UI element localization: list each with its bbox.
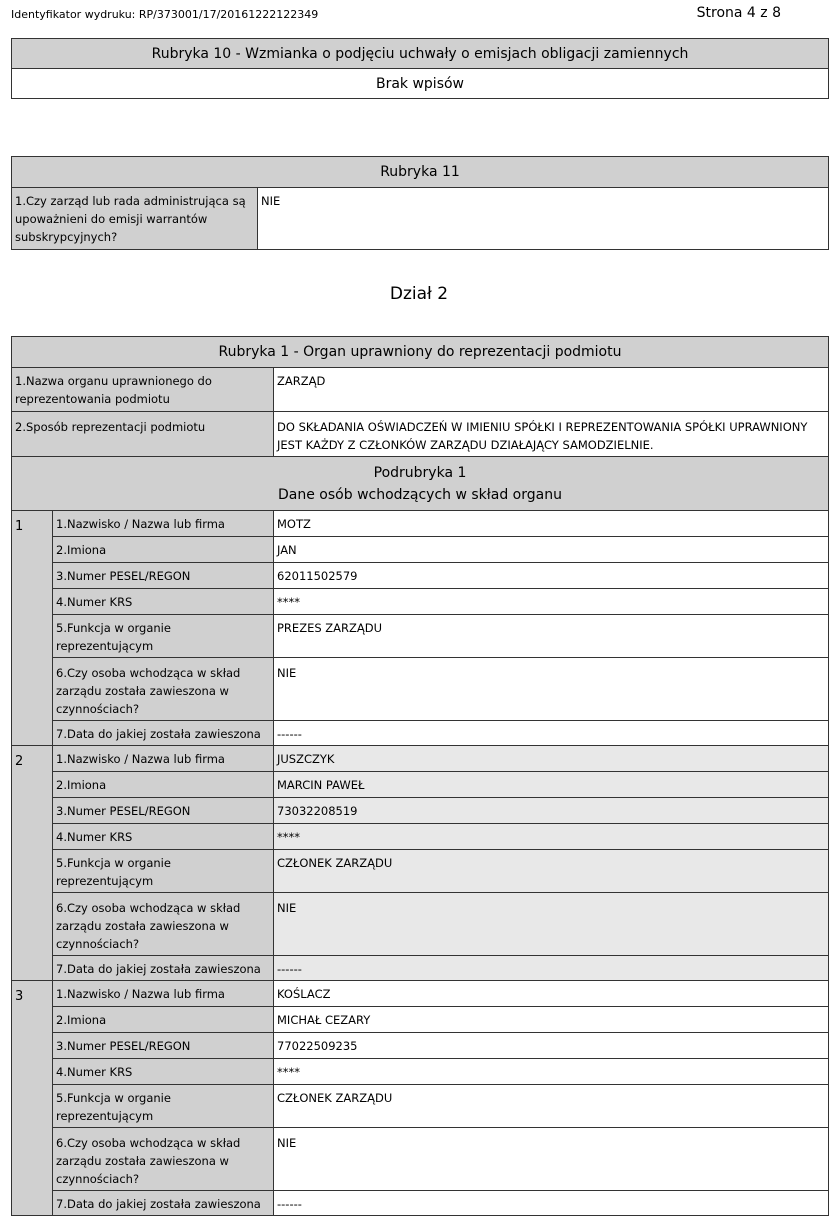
rubryka11-value: NIE	[258, 188, 829, 250]
person-field-label: 2.Imiona	[53, 1007, 274, 1033]
person-field-label: 4.Numer KRS	[53, 824, 274, 850]
person-field-label: 7.Data do jakiej została zawieszona	[53, 956, 274, 981]
rubryka11-table	[11, 156, 829, 250]
rubryka11-label: 1.Czy zarząd lub rada administrująca są upoważnieni do emisji warrantów subskrypcyjnych?	[12, 188, 258, 250]
person-field-value: MICHAŁ CEZARY	[274, 1007, 829, 1033]
person-field-value: JAN	[274, 537, 829, 563]
person-field-label: 2.Imiona	[53, 772, 274, 798]
person-field-row	[12, 746, 829, 772]
person-field-row	[12, 615, 829, 658]
person-field-value: 73032208519	[274, 798, 829, 824]
person-field-value: ****	[274, 1059, 829, 1085]
person-field-value: ****	[274, 824, 829, 850]
representation-label: 2.Sposób reprezentacji podmiotu	[12, 412, 274, 457]
person-field-row	[12, 511, 829, 537]
person-field-label: 1.Nazwisko / Nazwa lub firma	[53, 746, 274, 772]
person-field-row	[12, 772, 829, 798]
subrubryka-title	[12, 457, 829, 511]
person-field-row	[12, 1059, 829, 1085]
print-identifier: Identyfikator wydruku: RP/373001/17/20161222122349	[11, 8, 319, 21]
person-field-label: 6.Czy osoba wchodząca w skład zarządu została zawieszona w czynnościach?	[53, 893, 274, 956]
organ-name-value: ZARZĄD	[274, 368, 829, 412]
person-field-row	[12, 1191, 829, 1216]
rubryka1-table	[11, 336, 829, 1216]
person-field-label: 7.Data do jakiej została zawieszona	[53, 1191, 274, 1216]
person-field-value: 77022509235	[274, 1033, 829, 1059]
rubryka1-title: Rubryka 1 - Organ uprawniony do reprezentacji podmiotu	[12, 337, 829, 368]
person-field-value: JUSZCZYK	[274, 746, 829, 772]
person-field-row	[12, 721, 829, 746]
person-field-label: 3.Numer PESEL/REGON	[53, 563, 274, 589]
person-field-row	[12, 658, 829, 721]
person-field-value: MARCIN PAWEŁ	[274, 772, 829, 798]
subrubryka-title-line2: Dane osób wchodzących w skład organu	[278, 486, 562, 503]
person-field-value: CZŁONEK ZARZĄDU	[274, 850, 829, 893]
person-field-value: ****	[274, 589, 829, 615]
person-number: 1	[12, 511, 53, 746]
person-field-row	[12, 1033, 829, 1059]
person-field-row	[12, 537, 829, 563]
person-field-value: 62011502579	[274, 563, 829, 589]
rubryka10-table	[11, 38, 829, 99]
person-field-row	[12, 563, 829, 589]
person-field-value: NIE	[274, 1128, 829, 1191]
person-field-value: NIE	[274, 893, 829, 956]
rubryka11-title: Rubryka 11	[12, 157, 829, 188]
person-field-label: 7.Data do jakiej została zawieszona	[53, 721, 274, 746]
person-field-label: 4.Numer KRS	[53, 1059, 274, 1085]
person-field-value: ------	[274, 1191, 829, 1216]
person-field-row	[12, 893, 829, 956]
person-field-value: PREZES ZARZĄDU	[274, 615, 829, 658]
person-field-label: 1.Nazwisko / Nazwa lub firma	[53, 981, 274, 1007]
person-field-row	[12, 798, 829, 824]
person-field-row	[12, 824, 829, 850]
person-number: 3	[12, 981, 53, 1216]
person-field-label: 2.Imiona	[53, 537, 274, 563]
person-field-row	[12, 1007, 829, 1033]
person-field-label: 5.Funkcja w organie reprezentującym	[53, 850, 274, 893]
page-number: Strona 4 z 8	[696, 5, 781, 21]
person-field-row	[12, 850, 829, 893]
person-field-value: ------	[274, 721, 829, 746]
person-field-label: 5.Funkcja w organie reprezentującym	[53, 615, 274, 658]
section-heading: Dział 2	[389, 284, 449, 304]
subrubryka-title-line1: Podrubryka 1	[373, 464, 467, 481]
person-field-row	[12, 956, 829, 981]
person-field-row	[12, 1085, 829, 1128]
person-field-label: 3.Numer PESEL/REGON	[53, 1033, 274, 1059]
person-field-label: 6.Czy osoba wchodząca w skład zarządu została zawieszona w czynnościach?	[53, 658, 274, 721]
rubryka10-content: Brak wpisów	[12, 69, 829, 99]
person-field-row	[12, 1128, 829, 1191]
person-field-value: KOŚLACZ	[274, 981, 829, 1007]
person-field-value: CZŁONEK ZARZĄDU	[274, 1085, 829, 1128]
person-number: 2	[12, 746, 53, 981]
person-field-label: 1.Nazwisko / Nazwa lub firma	[53, 511, 274, 537]
person-field-value: MOTZ	[274, 511, 829, 537]
person-field-value: ------	[274, 956, 829, 981]
organ-name-label: 1.Nazwa organu uprawnionego do reprezentowania podmiotu	[12, 368, 274, 412]
person-field-row	[12, 981, 829, 1007]
rubryka10-title: Rubryka 10 - Wzmianka o podjęciu uchwały o emisjach obligacji zamiennych	[12, 39, 829, 69]
representation-value: DO SKŁADANIA OŚWIADCZEŃ W IMIENIU SPÓŁKI I REPREZENTOWANIA SPÓŁKI UPRAWNIONY JEST KAŻDY Z CZŁONKÓW ZARZĄDU DZIAŁAJĄCY SAMODZIELNIE.	[274, 412, 829, 457]
person-field-value: NIE	[274, 658, 829, 721]
person-field-label: 5.Funkcja w organie reprezentującym	[53, 1085, 274, 1128]
person-field-label: 6.Czy osoba wchodząca w skład zarządu została zawieszona w czynnościach?	[53, 1128, 274, 1191]
person-field-label: 4.Numer KRS	[53, 589, 274, 615]
person-field-label: 3.Numer PESEL/REGON	[53, 798, 274, 824]
person-field-row	[12, 589, 829, 615]
